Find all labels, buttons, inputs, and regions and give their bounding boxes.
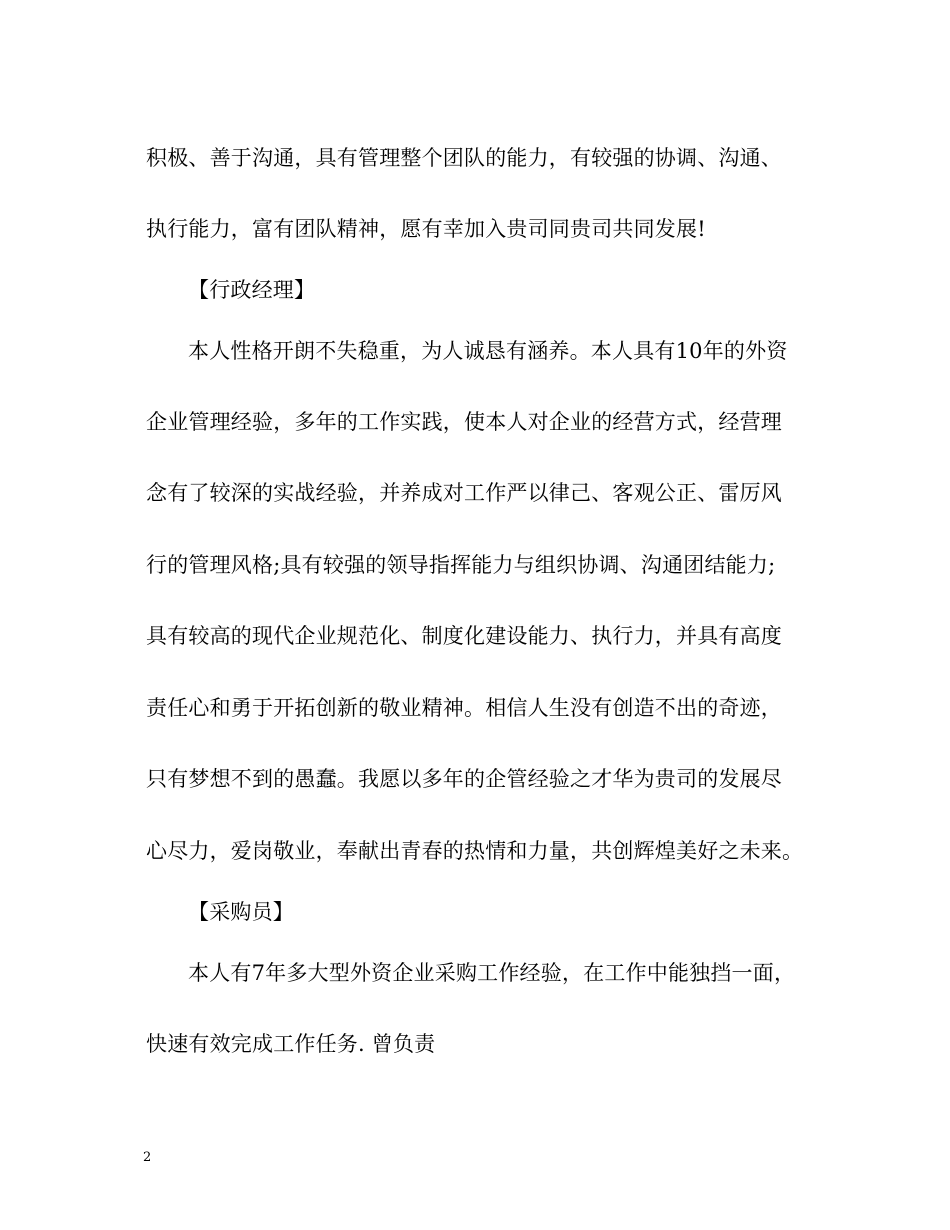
text-line: 执行能力，富有团队精神，愿有幸加入贵司同贵司共同发展! — [146, 217, 706, 241]
text-line: 具有较高的现代企业规范化、制度化建设能力、执行力，并具有高度 — [146, 624, 782, 648]
page-number: 2 — [143, 1150, 152, 1165]
text-line: 只有梦想不到的愚蠢。我愿以多年的企管经验之才华为贵司的发展尽 — [146, 767, 782, 791]
text-line: 积极、善于沟通，具有管理整个团队的能力，有较强的协调、沟通、 — [146, 146, 782, 170]
text-line: 心尽力，爱岗敬业，奉献出青春的热情和力量，共创辉煌美好之未来。 — [146, 839, 804, 863]
text-line: 念有了较深的实战经验，并养成对工作严以律己、客观公正、雷厉风 — [146, 481, 782, 505]
text-line: 本人性格开朗不失稳重，为人诚恳有涵养。本人具有10年的外资 — [188, 339, 788, 363]
section-heading-purchaser: 【采购员】 — [188, 900, 294, 924]
section-heading-admin-manager: 【行政经理】 — [188, 278, 316, 302]
text-line: 行的管理风格;具有较强的领导指挥能力与组织协调、沟通团结能力; — [146, 553, 776, 577]
text-line: 责任心和勇于开拓创新的敬业精神。相信人生没有创造不出的奇迹， — [146, 696, 782, 720]
text-line: 企业管理经验，多年的工作实践，使本人对企业的经营方式，经营理 — [146, 410, 782, 434]
text-line: 本人有7年多大型外资企业采购工作经验，在工作中能独挡一面， — [188, 961, 796, 985]
text-line: 快速有效完成工作任务. 曾负责 — [146, 1032, 436, 1056]
